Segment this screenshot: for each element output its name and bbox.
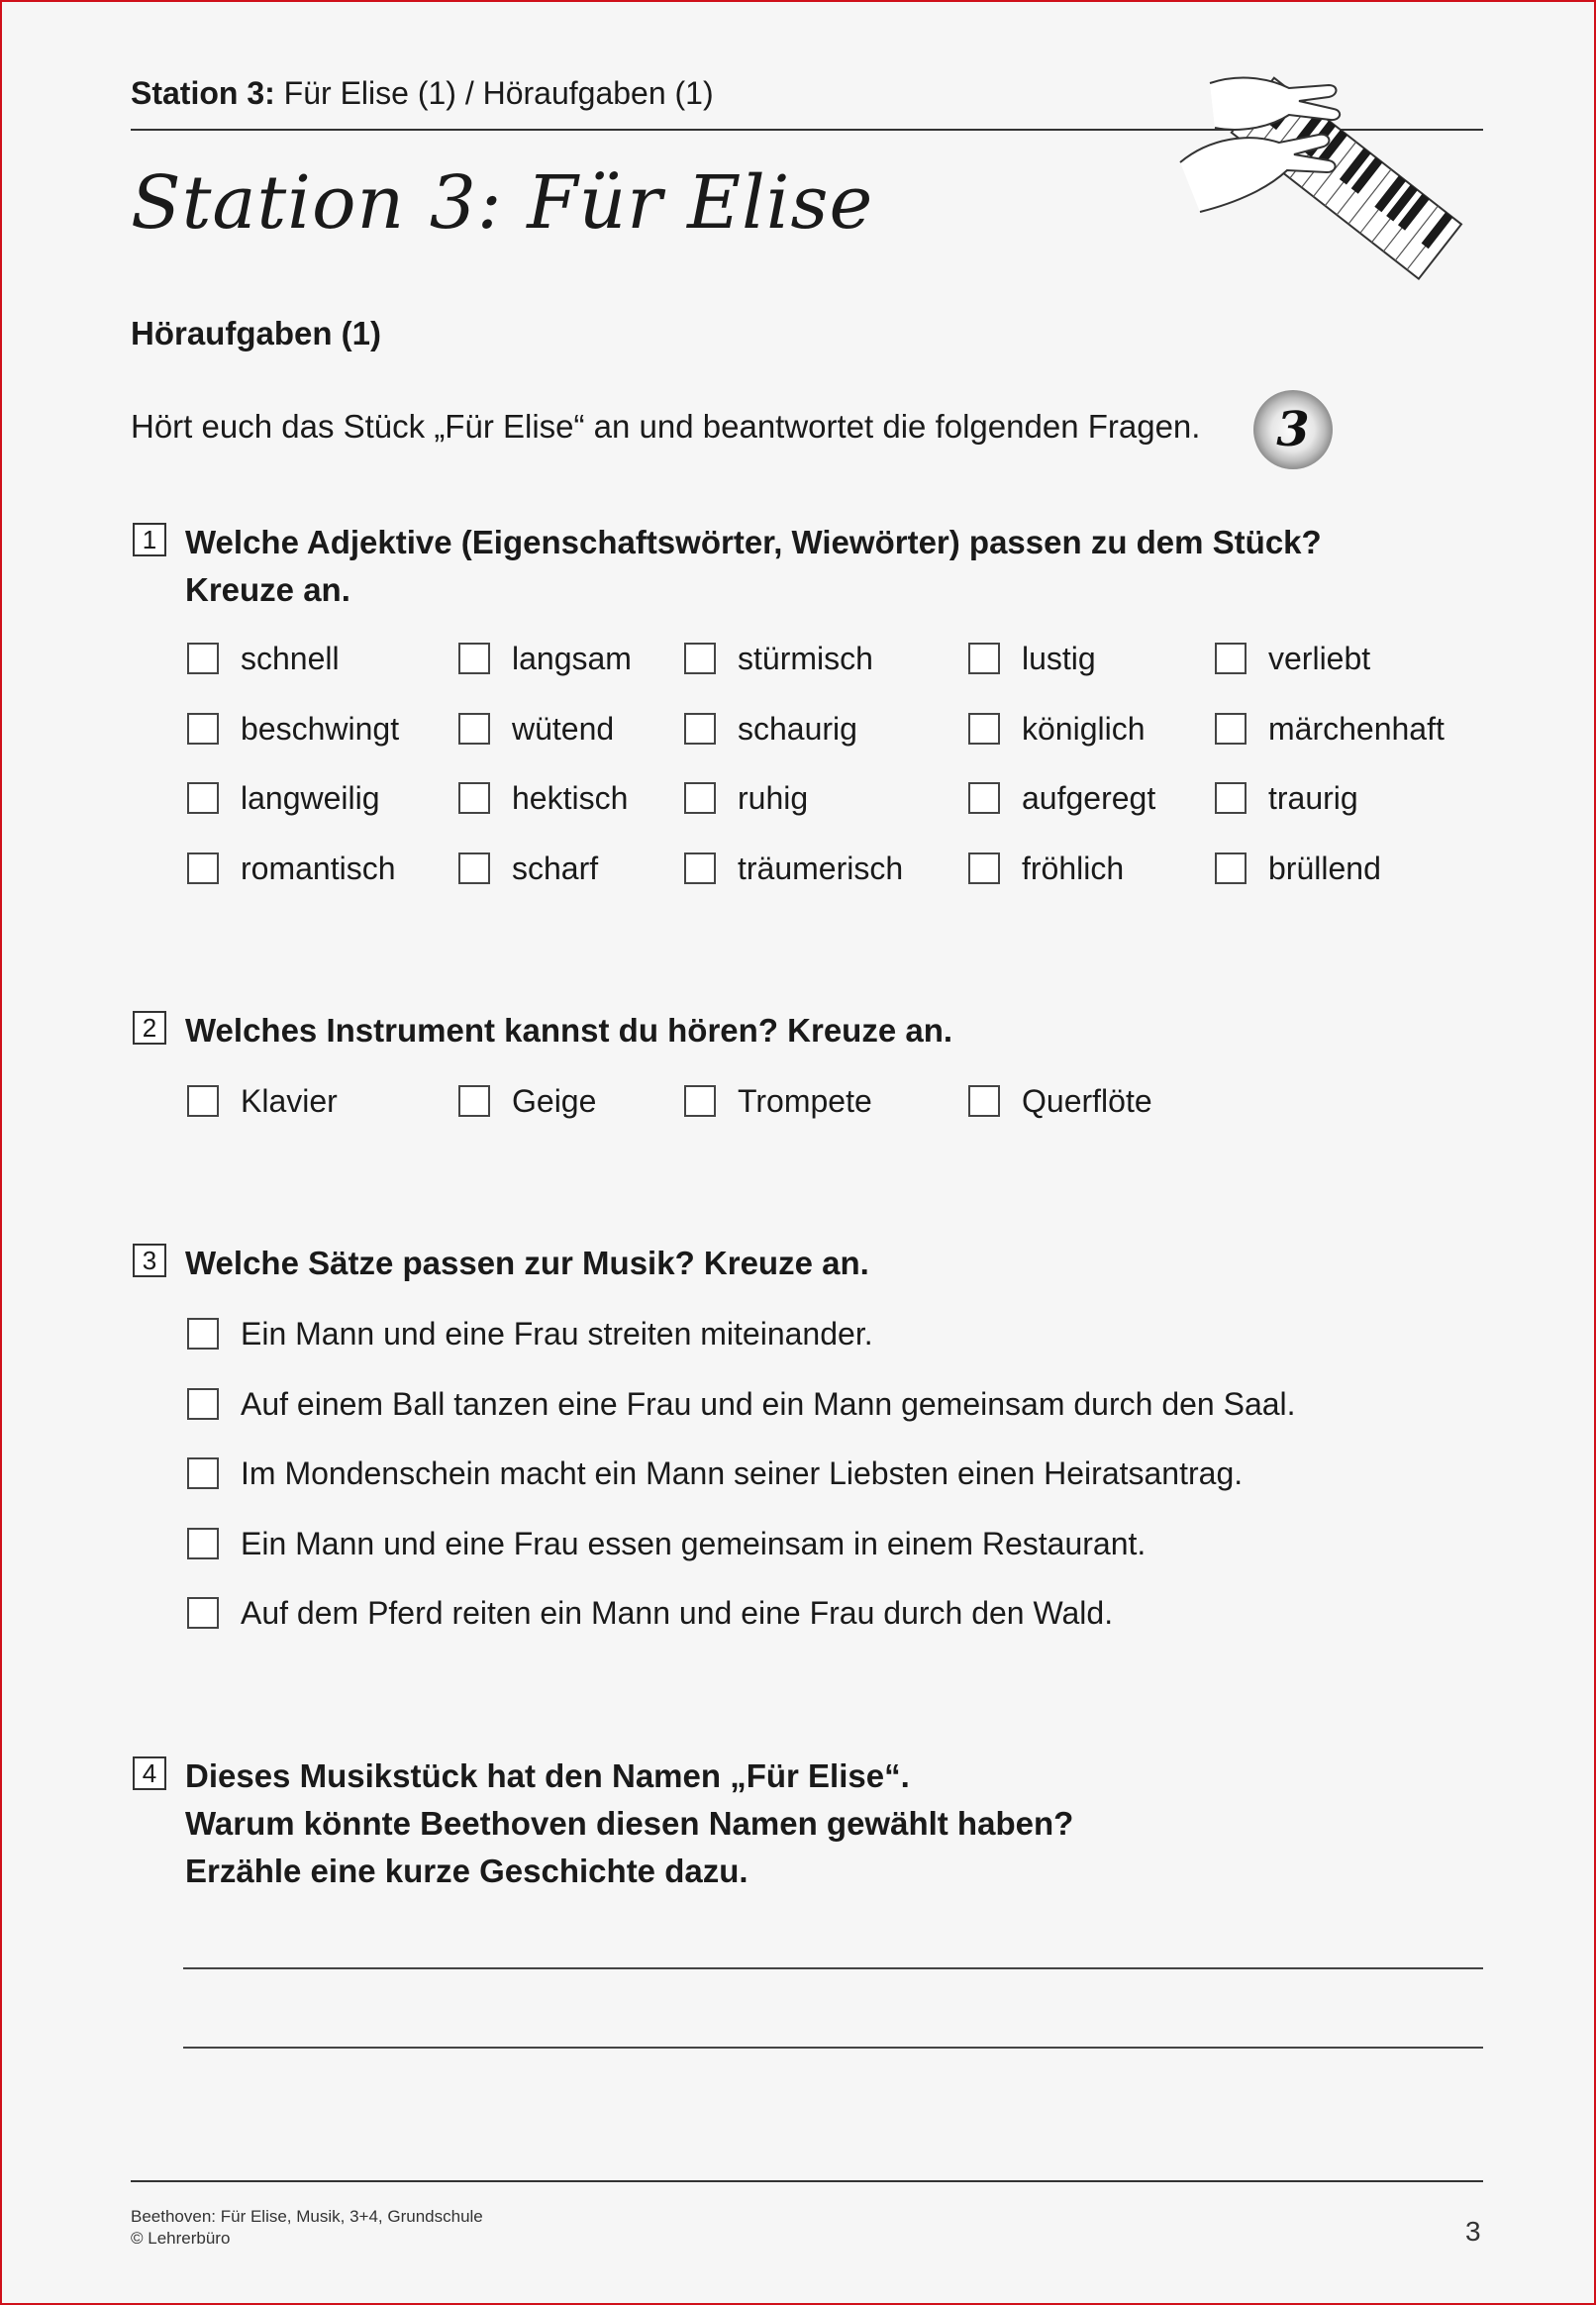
question-number-3: 3 bbox=[133, 1244, 166, 1277]
checkbox[interactable] bbox=[1215, 852, 1247, 884]
checkbox[interactable] bbox=[458, 782, 490, 814]
question-4-line-1: Dieses Musikstück hat den Namen „Für Elise“. bbox=[185, 1757, 910, 1794]
checkbox[interactable] bbox=[968, 643, 1000, 674]
option-label: schnell bbox=[241, 641, 340, 676]
option-checkbox-item[interactable] bbox=[968, 778, 1155, 818]
running-header bbox=[131, 75, 714, 112]
option-label: ruhig bbox=[738, 780, 809, 816]
option-checkbox-item[interactable] bbox=[968, 849, 1124, 888]
question-3-line-1: Welche Sätze passen zur Musik? Kreuze an. bbox=[185, 1245, 869, 1281]
checkbox[interactable] bbox=[684, 713, 716, 745]
option-label: fröhlich bbox=[1022, 851, 1125, 886]
checkbox[interactable] bbox=[1215, 713, 1247, 745]
question-1-line-2: Kreuze an. bbox=[185, 571, 350, 608]
question-1-line-1: Welche Adjektive (Eigenschaftswörter, Wiewörter) passen zu dem Stück? bbox=[185, 524, 1322, 560]
checkbox[interactable] bbox=[187, 713, 219, 745]
cd-track-number: 3 bbox=[1276, 402, 1310, 457]
checkbox[interactable] bbox=[187, 852, 219, 884]
option-label: Querflöte bbox=[1022, 1083, 1152, 1119]
answer-line[interactable] bbox=[183, 2047, 1483, 2049]
footer-divider bbox=[131, 2180, 1483, 2182]
question-1-text bbox=[185, 519, 1322, 614]
option-label: Klavier bbox=[241, 1083, 338, 1119]
sentence-checkbox-item[interactable] bbox=[187, 1384, 1296, 1424]
checkbox[interactable] bbox=[968, 713, 1000, 745]
page-number: 3 bbox=[1465, 2216, 1481, 2247]
checkbox[interactable] bbox=[968, 852, 1000, 884]
checkbox[interactable] bbox=[1215, 643, 1247, 674]
option-label: lustig bbox=[1022, 641, 1096, 676]
option-label: Geige bbox=[512, 1083, 597, 1119]
option-label: langsam bbox=[512, 641, 632, 676]
option-checkbox-item[interactable] bbox=[968, 709, 1146, 749]
option-label: aufgeregt bbox=[1022, 780, 1156, 816]
option-label: wütend bbox=[512, 711, 615, 747]
option-label: romantisch bbox=[241, 851, 396, 886]
checkbox[interactable] bbox=[187, 1318, 219, 1350]
option-label: scharf bbox=[512, 851, 599, 886]
option-label: träumerisch bbox=[738, 851, 904, 886]
option-checkbox-item[interactable] bbox=[1215, 709, 1445, 749]
page-title: Station 3: Für Elise bbox=[131, 160, 874, 246]
checkbox[interactable] bbox=[187, 1528, 219, 1559]
option-checkbox-item[interactable] bbox=[187, 778, 380, 818]
sentence-checkbox-item[interactable] bbox=[187, 1453, 1243, 1493]
option-checkbox-item[interactable] bbox=[1215, 849, 1381, 888]
checkbox[interactable] bbox=[684, 643, 716, 674]
option-checkbox-item[interactable] bbox=[684, 709, 857, 749]
checkbox[interactable] bbox=[458, 852, 490, 884]
footer-copyright: © Lehrerbüro bbox=[131, 2229, 231, 2248]
option-checkbox-item[interactable] bbox=[187, 1081, 338, 1121]
checkbox[interactable] bbox=[968, 782, 1000, 814]
sentence-label: Auf einem Ball tanzen eine Frau und ein Mann gemeinsam durch den Saal. bbox=[241, 1386, 1296, 1422]
question-number-4: 4 bbox=[133, 1756, 166, 1790]
checkbox[interactable] bbox=[684, 782, 716, 814]
question-2-text bbox=[185, 1007, 952, 1054]
header-station-label: Station 3: bbox=[131, 75, 275, 111]
question-2-line-1: Welches Instrument kannst du hören? Kreuze an. bbox=[185, 1012, 953, 1049]
option-checkbox-item[interactable] bbox=[458, 778, 628, 818]
checkbox[interactable] bbox=[684, 1085, 716, 1117]
question-4-line-2: Warum könnte Beethoven diesen Namen gewählt haben? bbox=[185, 1805, 1074, 1842]
question-4-line-3: Erzähle eine kurze Geschichte dazu. bbox=[185, 1853, 748, 1889]
option-checkbox-item[interactable] bbox=[458, 1081, 596, 1121]
question-number-2: 2 bbox=[133, 1011, 166, 1045]
option-checkbox-item[interactable] bbox=[187, 639, 340, 678]
option-label: Trompete bbox=[738, 1083, 872, 1119]
option-checkbox-item[interactable] bbox=[1215, 639, 1370, 678]
option-checkbox-item[interactable] bbox=[684, 778, 808, 818]
footer-source: Beethoven: Für Elise, Musik, 3+4, Grundschule bbox=[131, 2207, 483, 2226]
checkbox[interactable] bbox=[1215, 782, 1247, 814]
option-label: langweilig bbox=[241, 780, 380, 816]
checkbox[interactable] bbox=[968, 1085, 1000, 1117]
sentence-label: Ein Mann und eine Frau streiten miteinander. bbox=[241, 1316, 873, 1352]
header-station-title: Für Elise (1) / Höraufgaben (1) bbox=[274, 75, 714, 111]
instructions-text: Hört euch das Stück „Für Elise“ an und beantwortet die folgenden Fragen. bbox=[131, 408, 1201, 445]
sentence-label: Auf dem Pferd reiten ein Mann und eine Frau durch den Wald. bbox=[241, 1595, 1114, 1631]
option-checkbox-item[interactable] bbox=[458, 709, 614, 749]
option-label: königlich bbox=[1022, 711, 1146, 747]
option-checkbox-item[interactable] bbox=[458, 639, 632, 678]
option-checkbox-item[interactable] bbox=[968, 639, 1096, 678]
checkbox[interactable] bbox=[187, 1388, 219, 1420]
option-label: verliebt bbox=[1268, 641, 1371, 676]
piano-hands-illustration bbox=[1170, 44, 1492, 296]
sentence-label: Im Mondenschein macht ein Mann seiner Liebsten einen Heiratsantrag. bbox=[241, 1455, 1244, 1491]
checkbox[interactable] bbox=[187, 1457, 219, 1489]
footer-credits bbox=[131, 2206, 483, 2250]
sentence-checkbox-item[interactable] bbox=[187, 1524, 1146, 1563]
section-heading: Höraufgaben (1) bbox=[131, 315, 382, 351]
option-label: märchenhaft bbox=[1268, 711, 1445, 747]
answer-line[interactable] bbox=[183, 1967, 1483, 1969]
option-label: beschwingt bbox=[241, 711, 400, 747]
checkbox[interactable] bbox=[187, 782, 219, 814]
sentence-checkbox-item[interactable] bbox=[187, 1593, 1113, 1633]
option-checkbox-item[interactable] bbox=[684, 1081, 872, 1121]
option-label: hektisch bbox=[512, 780, 629, 816]
question-4-text bbox=[185, 1753, 1073, 1895]
option-checkbox-item[interactable] bbox=[187, 849, 396, 888]
option-label: stürmisch bbox=[738, 641, 873, 676]
option-checkbox-item[interactable] bbox=[968, 1081, 1152, 1121]
sentence-checkbox-item[interactable] bbox=[187, 1314, 873, 1353]
checkbox[interactable] bbox=[458, 1085, 490, 1117]
option-label: schaurig bbox=[738, 711, 857, 747]
question-number-1: 1 bbox=[133, 523, 166, 556]
option-checkbox-item[interactable] bbox=[684, 639, 873, 678]
checkbox[interactable] bbox=[684, 852, 716, 884]
option-checkbox-item[interactable] bbox=[458, 849, 598, 888]
cd-track-icon bbox=[1251, 388, 1335, 471]
sentence-label: Ein Mann und eine Frau essen gemeinsam in einem Restaurant. bbox=[241, 1526, 1147, 1561]
checkbox[interactable] bbox=[187, 1085, 219, 1117]
option-checkbox-item[interactable] bbox=[187, 709, 399, 749]
option-label: traurig bbox=[1268, 780, 1358, 816]
option-checkbox-item[interactable] bbox=[1215, 778, 1358, 818]
question-3-text bbox=[185, 1240, 869, 1287]
option-checkbox-item[interactable] bbox=[684, 849, 903, 888]
option-label: brüllend bbox=[1268, 851, 1381, 886]
checkbox[interactable] bbox=[187, 643, 219, 674]
checkbox[interactable] bbox=[187, 1597, 219, 1629]
checkbox[interactable] bbox=[458, 713, 490, 745]
checkbox[interactable] bbox=[458, 643, 490, 674]
